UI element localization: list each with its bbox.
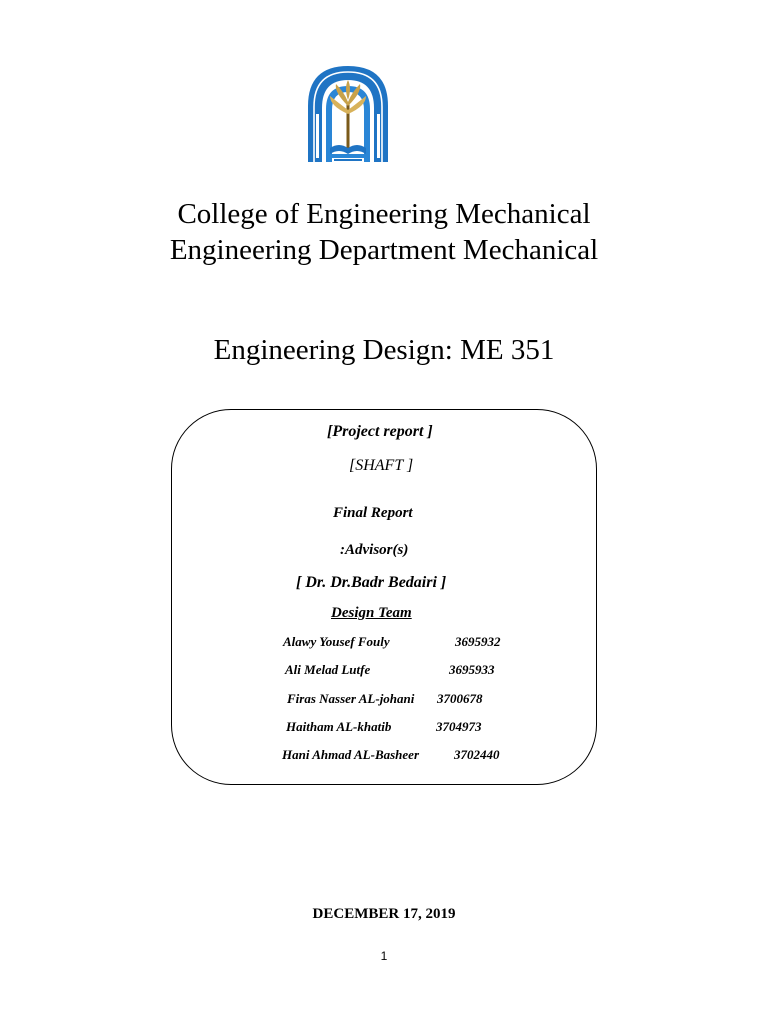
college-line-1: College of Engineering Mechanical — [177, 198, 591, 230]
college-line-2: Engineering Department Mechanical — [169, 234, 599, 266]
university-logo — [304, 62, 392, 164]
team-member-row — [286, 718, 506, 736]
member-name: Ali Melad Lutfe — [285, 662, 371, 677]
member-id: 3704973 — [436, 719, 482, 734]
advisor-label: :Advisor(s) — [340, 542, 409, 558]
project-info-box — [171, 409, 597, 785]
project-report-label: [Project report ] — [327, 423, 433, 440]
member-name: Hani Ahmad AL-Basheer — [282, 747, 420, 762]
team-member-row — [282, 746, 522, 764]
report-date: DECEMBER 17, 2019 — [312, 906, 456, 922]
team-member-row — [283, 633, 503, 651]
design-team-heading: Design Team — [331, 605, 412, 621]
advisor-name: [ Dr. Dr.Badr Bedairi ] — [296, 574, 447, 591]
college-title — [0, 196, 768, 268]
member-name: Haitham AL-khatib — [286, 719, 392, 734]
page-number: 1 — [380, 949, 388, 963]
team-member-row — [285, 661, 505, 679]
final-report-label: Final Report — [333, 505, 413, 521]
course-title: Engineering Design: ME 351 — [213, 334, 555, 366]
member-id: 3702440 — [454, 747, 500, 762]
member-id: 3695933 — [449, 662, 495, 677]
member-name: Alawy Yousef Fouly — [283, 634, 390, 649]
member-id: 3695932 — [455, 634, 501, 649]
member-name: Firas Nasser AL-johani — [287, 691, 415, 706]
team-member-row — [287, 690, 517, 708]
member-id: 3700678 — [437, 691, 483, 706]
project-name: [SHAFT ] — [349, 457, 414, 474]
